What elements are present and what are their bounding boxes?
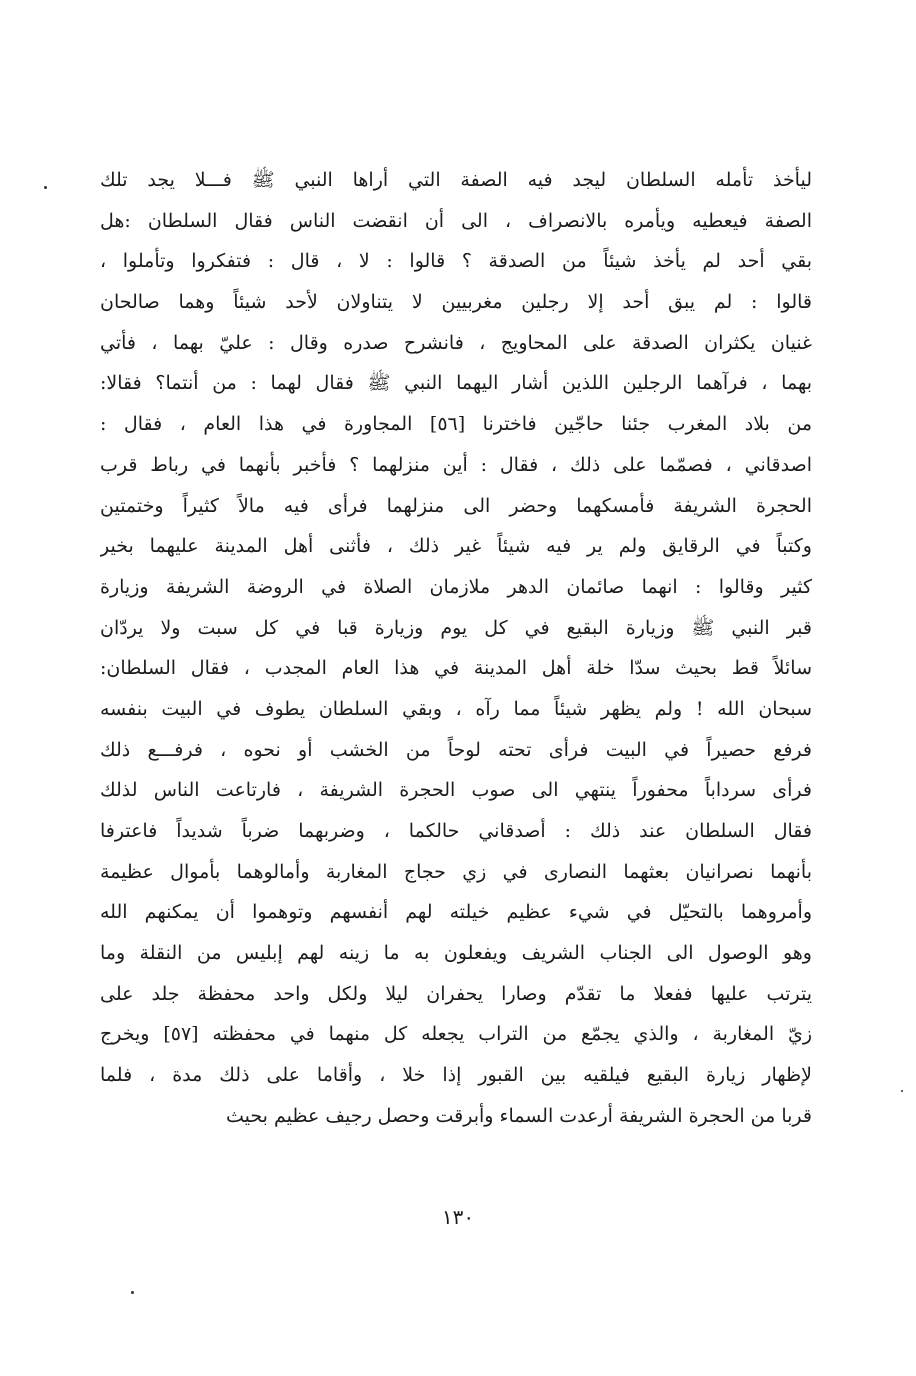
scan-speck [44,186,47,189]
text-line: من بلاد المغرب جئنا حاجّين فاخترنا [٥٦] المجاورة في هذا العام ، فقال : [100,413,812,436]
text-line: اصدقاني ، فصمّما على ذلك ، فقال : أين منزلهما ؟ فأخبر بأنهما في رباط قرب [100,453,812,476]
scan-speck [131,1291,134,1294]
text-line: بقي أحد لم يأخذ شيئاً من الصدقة ؟ قالوا : لا ، قال : فتفكروا وتأملوا ، [100,250,812,273]
text-line: كثير وقالوا : انهما صائمان الدهر ملازمان الصلاة في الروضة الشريفة وزيارة [100,575,812,598]
text-line: الحجرة الشريفة فأمسكهما وحضر الى منزلهما فرأى فيه مالاً كثيراً وختمتين [100,494,812,517]
text-line: بأنهما نصرانيان بعثهما النصارى في زي حجاج المغاربة وأمالوهما بأموال عظيمة [100,860,812,883]
text-line: سائلاً قط بحيث سدّا خلة أهل المدينة في هذا العام المجدب ، فقال السلطان: [100,657,812,680]
text-line: قربا من الحجرة الشريفة أرعدت السماء وأبرقت وحصل رجيف عظيم بحيث [226,1104,812,1127]
text-line: وهو الوصول الى الجناب الشريف ويفعلون به ما زينه لهم إبليس من النقلة وما [100,942,812,965]
text-line: سبحان الله ! ولم يظهر شيئاً مما رآه ، وبقي السلطان يطوف في البيت بنفسه [100,697,812,720]
text-line: بهما ، فرآهما الرجلين اللذين أشار اليهما النبي ﷺ فقال لهما : من أنتما؟ فقالا: [100,372,812,395]
text-line: لإظهار زيارة البقيع فيلقيه بين القبور إذا خلا ، وأقاما على ذلك مدة ، فلما [100,1064,812,1087]
scan-speck [901,1090,903,1092]
text-line: يترتب عليها ففعلا ما تقدّم وصارا يحفران ليلا ولكل واحد محفظة جلد على [100,982,812,1005]
text-line: قالوا : لم يبق أحد إلا رجلين مغربيين لا يتناولان لأحد شيئاً وهما صالحان [100,291,812,314]
text-line: زيّ المغاربة ، والذي يجمّع من التراب يجعله كل منهما في محفظته [٥٧] ويخرج [100,1023,812,1046]
text-line: قبر النبي ﷺ وزيارة البقيع في كل يوم وزيارة قبا في كل سبت ولا يردّان [100,616,812,639]
text-line: فرفع حصيراً في البيت فرأى تحته لوحاً من الخشب أو نحوه ، فرفـــع ذلك [100,738,812,761]
body-text [100,160,812,1137]
text-line: ليأخذ تأمله السلطان ليجد فيه الصفة التي أراها النبي ﷺ فـــلا يجد تلك [100,169,812,191]
page-number: ١٣٠ [441,1205,475,1229]
text-line: وكتباً في الرقايق ولم ير فيه شيئاً غير ذلك ، فأثنى أهل المدينة عليهما بخير [100,535,812,558]
text-line: وأمروهما بالتحيّل في شيء عظيم خيلته لهم أنفسهم وتوهموا أن يمكنهم الله [100,901,812,924]
text-line: فقال السلطان عند ذلك : أصدقاني حالكما ، وضربهما ضرباً شديداً فاعترفا [100,820,812,842]
text-line: غنيان يكثران الصدقة على المحاويج ، فانشرح صدره وقال : عليّ بهما ، فأتي [100,331,812,354]
text-line: الصفة فيعطيه ويأمره بالانصراف ، الى أن انقضت الناس فقال السلطان :هل [100,209,812,232]
text-line: فرأى سرداباً محفوراً ينتهي الى صوب الحجرة الشريفة ، فارتاعت الناس لذلك [100,779,812,802]
